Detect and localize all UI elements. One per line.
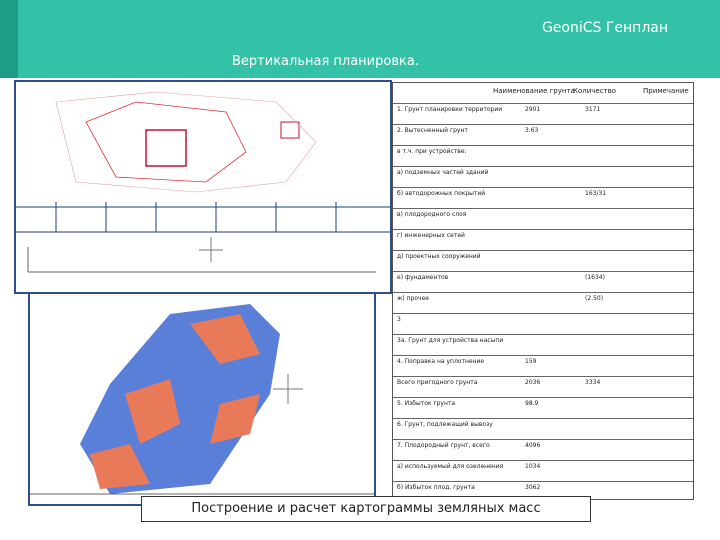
cartogram-map (30, 294, 374, 504)
table-row: 7. Плодородный грунт, всего 4096 (393, 439, 693, 440)
caption-box: Построение и расчет картограммы земляных масс (141, 496, 591, 522)
table-row: б) автодорожных покрытий 163/31 (393, 187, 693, 188)
table-header-a: Наименование грунта (493, 87, 575, 95)
table-row: 3а. Грунт для устройства насыпи (393, 334, 693, 335)
table-row: 4. Поправка на уплотнение 159 (393, 355, 693, 356)
table-row: ж) прочее (2.50) (393, 292, 693, 293)
table-row: д) проектных сооружений (393, 250, 693, 251)
table-row: Всего пригодного грунта 2036 3334 (393, 376, 693, 377)
header-accent (0, 0, 18, 78)
table-header-c: Примечание (643, 87, 689, 95)
table-row: 2. Вытесненный грунт 3.63 (393, 124, 693, 125)
table-row: в) плодородного слоя (393, 208, 693, 209)
table-row: 5. Избыток грунта 98.9 (393, 397, 693, 398)
table-row: г) инженерных сетей (393, 229, 693, 230)
table-row: 1. Грунт планировки территории 2901 3171 (393, 103, 693, 104)
plan-drawing-panel (14, 80, 392, 294)
table-row: 3 (393, 313, 693, 314)
slide-subtitle: Вертикальная планировка. (232, 54, 419, 69)
table-row: а) используемый для озеленения 1034 (393, 460, 693, 461)
cartogram-panel (28, 292, 376, 506)
table-header-b: Количество (573, 87, 617, 95)
brand-title: GeoniCS Генплан (541, 20, 668, 36)
table-row: а) подземных частей зданий (393, 166, 693, 167)
earthwork-table (392, 82, 694, 500)
table-row: б) Избыток плод. грунта 3062 (393, 481, 693, 482)
table-row: е) фундаментов (1634) (393, 271, 693, 272)
table-row: в т.ч. при устройстве: (393, 145, 693, 146)
plan-drawing (16, 82, 390, 292)
table-row: 6. Грунт, подлежащий вывозу (393, 418, 693, 419)
